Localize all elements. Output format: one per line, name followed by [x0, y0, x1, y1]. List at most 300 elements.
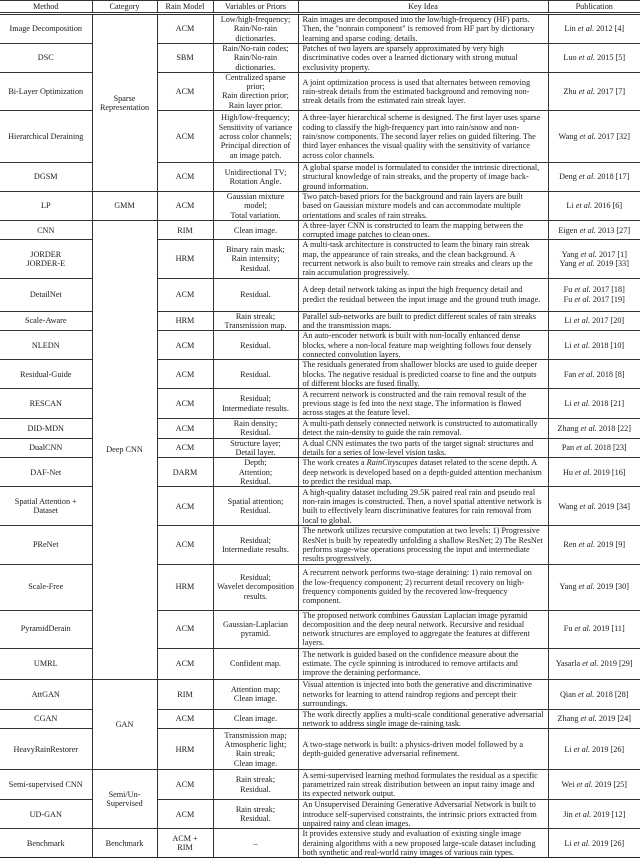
publication-cell: [548, 679, 640, 709]
rain-model-cell: [157, 360, 213, 389]
key-idea-cell: The proposed network combines Gaussian Laplacian image pyramid decomposition and the deep neural network. Recursive and residual network structures are employed to aggregate the features at different layers.: [298, 610, 548, 648]
key-idea-cell: A two-stage network is built: a physics-driven model followed by a depth-guided generative adversarial refinement.: [298, 729, 548, 770]
method-name: Spatial Attention +: [14, 497, 77, 507]
key-idea-cell: The residuals generated from shallower blocks are used to guide deeper blocks. The negative residual is predicted coarse to fine and the outputs of different blocks are fused finally.: [298, 360, 548, 389]
variable-line: Rain density;: [233, 419, 278, 429]
variable-line: Clean image.: [233, 714, 278, 724]
rain-model: RIM: [177, 225, 193, 235]
variables-cell: [213, 648, 298, 679]
publication-cell: [548, 191, 640, 220]
variable-line: Sensitivity of variance: [218, 122, 293, 132]
citation: Hu et al. 2019 [16]: [562, 467, 626, 477]
key-idea-cell: A recurrent network is constructed and the rain removal result of the previous stage is fed into the next stage. The information is flowed across stages at the feature level.: [298, 389, 548, 419]
variable-line: Gaussian-Laplacian: [222, 619, 289, 629]
key-idea-cell: A multi-path densely connected network is constructed to automatically detect the rain-density to guide the rain removal.: [298, 419, 548, 439]
publication-cell: [548, 419, 640, 439]
method-name: UD-GAN: [29, 809, 62, 819]
citation: Zhu et al. 2017 [7]: [563, 86, 626, 96]
method-name: DetailNet: [29, 289, 62, 299]
table-row: [0, 770, 640, 800]
citation: Wang et al. 2017 [32]: [558, 131, 630, 141]
variable-line: Unidirectional TV;: [224, 167, 287, 177]
variable-line: Residual.: [240, 476, 271, 486]
citation: Luo et al. 2015 [5]: [563, 53, 626, 63]
variable-line: Residual;: [240, 394, 271, 404]
variable-line: Residual;: [240, 535, 271, 545]
method-cell: [0, 111, 92, 163]
variable-line: Rain streak;: [235, 775, 276, 785]
key-idea-cell: The work creates a RainCityscapes dataset related to the scene depth. A deep network is developed based on a depth-guided attention mechanism to predict the residual map.: [298, 458, 548, 487]
key-idea-cell: Rain images are decomposed into the low/high-frequency (HF) parts. Then, the "nonrain component" is removed from HF part by dictionary learning and sparse coding. details.: [298, 14, 548, 44]
variable-line: Residual.: [240, 784, 271, 794]
variable-line: Gaussian mixture model;: [226, 191, 285, 211]
rain-model-cell: [157, 220, 213, 240]
variables-cell: [213, 43, 298, 72]
citation: Qian et al. 2018 [28]: [560, 689, 629, 699]
method-cell: [0, 829, 92, 858]
key-idea-cell: An Unsupervised Deraining Generative Adversarial Network is built to introduce self-supervised constraints, the intrinsic priors extracted from unpaired rainy and clean images.: [298, 800, 548, 829]
rain-model: ACM: [175, 714, 195, 724]
method-cell: [0, 419, 92, 439]
key-idea-cell: A semi-supervised learning method formulates the residual as a specific parametrized rain streak distribution between an input rainy image and its expected network output.: [298, 770, 548, 800]
variable-line: Low/high-frequency;: [220, 15, 291, 24]
rain-model: HRM: [175, 316, 195, 326]
variable-line: Depth;: [244, 458, 267, 468]
method-cell: [0, 458, 92, 487]
header-row: [0, 1, 640, 14]
category-cell: [92, 770, 157, 829]
table-row: [0, 220, 640, 240]
variable-line: Residual.: [240, 289, 271, 299]
rain-model: RIM: [177, 843, 193, 853]
citation: Lin et al. 2012 [4]: [564, 24, 625, 34]
method-cell: [0, 610, 92, 648]
variable-line: results.: [243, 591, 268, 601]
method-name: Residual-Guide: [20, 369, 72, 379]
category-cell: [92, 14, 157, 192]
rain-model: ACM: [175, 398, 195, 408]
method-cell: [0, 679, 92, 709]
variables-cell: [213, 800, 298, 829]
variable-line: Transmission map;: [224, 730, 287, 740]
rain-model: ACM: [175, 624, 195, 634]
variables-cell: [213, 829, 298, 858]
citation: Zhang et al. 2018 [22]: [557, 423, 631, 433]
method-name: Benchmark: [26, 838, 65, 848]
rain-model-cell: [157, 163, 213, 192]
citation: Fan et al. 2018 [8]: [563, 369, 625, 379]
category-label: Sparse: [113, 93, 136, 103]
category-label: Representation: [99, 102, 150, 112]
citation: Zhang et al. 2019 [24]: [557, 714, 631, 724]
method-cell: [0, 311, 92, 331]
category-cell: [92, 220, 157, 679]
method-cell: [0, 438, 92, 458]
method-name: CNN: [37, 225, 55, 235]
variable-line: Clean image.: [233, 225, 278, 235]
method-cell: [0, 648, 92, 679]
header-method: Method: [0, 1, 92, 14]
variables-cell: [213, 72, 298, 110]
variable-line: Confident map.: [230, 659, 281, 669]
key-idea-cell: A high-quality dataset including 29.5K paired real rain and pseudo real non-rain images is constructed. Then, a novel spatial attentive network is built to effectively learn discriminative features for rain removal from local to global.: [298, 487, 548, 526]
method-name: PyramidDerain: [20, 624, 71, 634]
method-name: DID-MDN: [27, 423, 64, 433]
variables-cell: [213, 278, 298, 311]
key-idea-cell: A deep detail network taking as input the high frequency detail and predict the residual between the input image and the ground truth image.: [298, 278, 548, 311]
variables-cell: [213, 389, 298, 419]
publication-cell: [548, 331, 640, 360]
publication-cell: [548, 111, 640, 163]
citation: Yang et al. 2019 [30]: [559, 582, 629, 592]
category-label: Semi/Un-: [108, 789, 141, 799]
publication-cell: [548, 709, 640, 729]
citation: Eigen et al. 2013 [27]: [558, 225, 631, 235]
method-name: DGSM: [33, 172, 58, 182]
header-rain-model: Rain Model: [157, 1, 213, 14]
variables-cell: [213, 729, 298, 770]
method-cell: [0, 526, 92, 564]
method-name: NLEDN: [31, 340, 60, 350]
method-cell: [0, 191, 92, 220]
category-label: Deep CNN: [106, 445, 143, 455]
category-cell: [92, 191, 157, 220]
variable-line: Clean image.: [233, 758, 278, 768]
key-idea-cell: A recurrent network performs two-stage deraining: 1) rain removal on the low-frequency component; 2) recurrent detail recovery on high-frequency components guided by the recovered low-frequency component.: [298, 564, 548, 610]
variables-cell: [213, 526, 298, 564]
rain-model-cell: [157, 770, 213, 800]
method-name: HeavyRainRestorer: [13, 744, 79, 754]
rain-model: ACM: [175, 809, 195, 819]
variable-line: Residual.: [240, 814, 271, 824]
rain-model-cell: [157, 648, 213, 679]
method-name: LP: [40, 201, 51, 211]
method-cell: [0, 360, 92, 389]
publication-cell: [548, 389, 640, 419]
variable-line: Transmission map.: [224, 320, 287, 330]
variable-line: Rain/No-rain dictionaries.: [233, 53, 278, 72]
rain-model: ACM: [175, 423, 195, 433]
key-idea-cell: The network is guided based on the confidence measure about the estimate. The cycle spinning is introduced to remove artifacts and improve the deraining performance.: [298, 648, 548, 679]
method-name: DualCNN: [29, 443, 63, 453]
method-cell: [0, 240, 92, 278]
rain-model: ACM: [175, 340, 195, 350]
rain-model: ACM: [175, 369, 195, 379]
category-label: GMM: [114, 201, 135, 211]
publication-cell: [548, 487, 640, 526]
method-cell: [0, 43, 92, 72]
method-cell: [0, 487, 92, 526]
method-name: CGAN: [34, 714, 58, 724]
citation: Li et al. 2018 [21]: [564, 398, 625, 408]
citation: Yasarla et al. 2019 [29]: [555, 659, 633, 669]
key-idea-cell: A dual CNN estimates the two parts of the target signal: structures and details for a series of low-level vision tasks.: [298, 438, 548, 458]
rain-model-cell: [157, 438, 213, 458]
variable-line: Total variation.: [230, 210, 281, 220]
publication-cell: [548, 800, 640, 829]
publication-cell: [548, 648, 640, 679]
method-name: UMRL: [33, 659, 58, 669]
rain-model: HRM: [175, 254, 195, 264]
rain-model: ACM: [175, 780, 195, 790]
key-idea-cell: A global sparse model is formulated to consider the intrinsic directional, structural knowledge of rain streaks, and the property of image back-ground information.: [298, 163, 548, 192]
citation: Wang et al. 2019 [34]: [558, 501, 630, 511]
variables-cell: [213, 610, 298, 648]
variables-cell: [213, 679, 298, 709]
rain-model-cell: [157, 829, 213, 858]
variable-line: Rotation Angle.: [229, 177, 282, 187]
citation: Ren et al. 2019 [9]: [563, 540, 626, 550]
category-label: GAN: [115, 719, 134, 729]
variable-line: Residual.: [240, 428, 271, 438]
variables-cell: [213, 419, 298, 439]
table-row: [0, 829, 640, 858]
variables-cell: [213, 360, 298, 389]
variable-line: Rain/No-rain codes;: [222, 43, 289, 53]
rain-model: ACM: [175, 501, 195, 511]
rain-model-cell: [157, 331, 213, 360]
variable-line: Rain/No-rain dictionaries.: [233, 24, 278, 43]
rain-model-cell: [157, 43, 213, 72]
variables-cell: [213, 14, 298, 44]
key-idea-cell: A three-layer CNN is constructed to learn the mapping between the corrupted image patches to clean ones.: [298, 220, 548, 240]
variables-cell: [213, 458, 298, 487]
key-idea-cell: An auto-encoder network is built with non-locally enhanced dense blocks, where a non-local feature map weighting follows four densely connected convolution layers.: [298, 331, 548, 360]
variable-line: Clean image.: [233, 694, 278, 704]
key-idea-cell: Visual attention is injected into both the generative and discriminative networks for learning to attend raindrop regions and percept their surroundings.: [298, 679, 548, 709]
method-name: Semi-supervised CNN: [8, 780, 83, 790]
key-idea-cell: A multi-task architecture is constructed to learn the binary rain streak map, the appearance of rain streaks, and the clean background. A recurrent network is also built to remove rain streaks and clears up the rain accumulation progressively.: [298, 240, 548, 278]
rain-model-cell: [157, 240, 213, 278]
variables-cell: [213, 111, 298, 163]
publication-cell: [548, 240, 640, 278]
table-row: [0, 14, 640, 44]
rain-model: HRM: [175, 744, 195, 754]
rain-model-cell: [157, 419, 213, 439]
table-body: [0, 14, 640, 858]
method-name: JORDER-E: [26, 259, 66, 269]
key-idea-cell: The network utilizes recursive computation at two levels: 1) Progressive ResNet is built by repeatedly unfolding a shallow ResNet; 2) The ResNet performs stage-wise operations processing the input and intermediate results progressively.: [298, 526, 548, 564]
category-label: Supervised: [106, 799, 143, 809]
publication-cell: [548, 278, 640, 311]
variables-cell: [213, 564, 298, 610]
citation: Li et al. 2016 [6]: [566, 201, 623, 211]
publication-cell: [548, 163, 640, 192]
rain-model: ACM: [175, 659, 195, 669]
method-cell: [0, 389, 92, 419]
variable-line: Rain intensity;: [231, 254, 280, 264]
header-category: Category: [92, 1, 157, 14]
rain-model: SBM: [176, 53, 194, 63]
header-key-idea: Key Idea: [298, 1, 548, 14]
rain-model: RIM: [177, 689, 193, 699]
method-name: Image Decomposition: [9, 24, 83, 34]
method-name: Dataset: [33, 506, 59, 516]
citation: Fu et al. 2019 [11]: [563, 624, 625, 634]
rain-model: DARM: [172, 467, 198, 477]
method-name: AttGAN: [31, 689, 60, 699]
variable-line: Rain layer prior.: [228, 100, 283, 110]
variable-line: Attention map;: [230, 684, 281, 694]
rain-model-cell: [157, 111, 213, 163]
variable-line: Principal direction of: [220, 141, 291, 151]
rain-model: ACM: [175, 131, 195, 141]
variables-cell: [213, 220, 298, 240]
publication-cell: [548, 14, 640, 44]
category-label: Benchmark: [105, 838, 144, 848]
method-cell: [0, 770, 92, 800]
citation: Jin et al. 2019 [12]: [563, 809, 626, 819]
rain-model-cell: [157, 311, 213, 331]
method-cell: [0, 564, 92, 610]
variable-line: High/low-frequency;: [221, 113, 290, 123]
variable-line: Detail layer.: [235, 448, 276, 458]
rain-model-cell: [157, 679, 213, 709]
method-cell: [0, 72, 92, 110]
key-idea-cell: A three-layer hierarchical scheme is designed. The first layer uses sparse coding to classify the high-frequency part into rain/snow and non-rain/snow components. The second layer relies on guided filtering. The third layer enhances the visual quality with the sensitivity of variance across color channels.: [298, 111, 548, 163]
publication-cell: [548, 438, 640, 458]
rain-model: ACM: [175, 540, 195, 550]
variable-line: Rain streak;: [235, 311, 276, 321]
variable-line: Attention;: [238, 467, 273, 477]
rain-model-cell: [157, 729, 213, 770]
publication-cell: [548, 729, 640, 770]
citation: Yang et al. 2017 [1]: [561, 249, 627, 259]
rain-model-cell: [157, 72, 213, 110]
variables-cell: [213, 163, 298, 192]
method-cell: [0, 163, 92, 192]
method-cell: [0, 800, 92, 829]
rain-model-cell: [157, 389, 213, 419]
method-cell: [0, 331, 92, 360]
variable-line: Structure layer;: [230, 438, 281, 448]
rain-model-cell: [157, 709, 213, 729]
variable-line: –: [253, 838, 258, 848]
rain-model-cell: [157, 487, 213, 526]
header-variables: Variables or Priors: [213, 1, 298, 14]
variable-line: Wavelet decomposition: [217, 582, 294, 592]
publication-cell: [548, 43, 640, 72]
rain-model-cell: [157, 191, 213, 220]
citation: Fu et al. 2017 [18]: [563, 285, 625, 295]
rain-model: ACM +: [172, 833, 198, 843]
variables-cell: [213, 487, 298, 526]
variable-line: Residual;: [240, 573, 271, 583]
publication-cell: [548, 610, 640, 648]
key-idea-cell: It provides extensive study and evaluation of existing single image deraining algorithms with a new proposed large-scale dataset including both synthetic and real-world rainy images of various rain types.: [298, 829, 548, 858]
rain-model: ACM: [175, 86, 195, 96]
citation: Pan et al. 2018 [23]: [561, 443, 627, 453]
variables-cell: [213, 240, 298, 278]
method-name: JORDER: [30, 249, 62, 259]
rain-model: HRM: [175, 582, 195, 592]
key-idea-cell: The work directly applies a multi-scale conditional generative adversarial network to address single image de-raining task.: [298, 709, 548, 729]
variable-line: Residual.: [240, 340, 271, 350]
citation: Yang et al. 2019 [33]: [559, 259, 629, 269]
citation: Li et al. 2018 [10]: [564, 340, 625, 350]
rain-model-cell: [157, 14, 213, 44]
method-name: RESCAN: [29, 398, 62, 408]
method-name: DSC: [37, 53, 54, 63]
publication-cell: [548, 311, 640, 331]
table-row: [0, 191, 640, 220]
variables-cell: [213, 770, 298, 800]
method-name: Hierarchical Deraining: [8, 131, 84, 141]
variables-cell: [213, 191, 298, 220]
rain-model-cell: [157, 564, 213, 610]
variable-line: across color channels;: [219, 131, 292, 141]
rain-model-cell: [157, 800, 213, 829]
variable-line: Binary rain mask;: [226, 245, 285, 255]
publication-cell: [548, 829, 640, 858]
variable-line: Rain direction prior;: [222, 91, 289, 101]
method-name: Bi-Layer Optimization: [8, 86, 84, 96]
variable-line: an image patch.: [229, 150, 282, 160]
variable-line: Intermediate results.: [222, 544, 289, 554]
citation: Li et al. 2017 [20]: [564, 316, 625, 326]
method-name: DAF-Net: [30, 467, 62, 477]
rain-model: ACM: [175, 24, 195, 34]
publication-cell: [548, 72, 640, 110]
method-cell: [0, 220, 92, 240]
variable-line: pyramid.: [240, 629, 271, 639]
rain-model: ACM: [175, 172, 195, 182]
variable-line: Rain streak;: [235, 749, 276, 759]
variables-cell: [213, 438, 298, 458]
variable-line: Residual.: [240, 506, 271, 516]
method-cell: [0, 14, 92, 44]
citation: Fu et al. 2017 [19]: [563, 294, 625, 304]
rain-model: ACM: [175, 443, 195, 453]
publication-cell: [548, 564, 640, 610]
category-cell: [92, 829, 157, 858]
rain-model-cell: [157, 610, 213, 648]
rain-model-cell: [157, 526, 213, 564]
rain-model-cell: [157, 278, 213, 311]
key-idea-cell: A joint optimization process is used that alternates between removing rain-streak details from the estimated background and removing non-streak details from the estimated rain streak layer.: [298, 72, 548, 110]
method-cell: [0, 709, 92, 729]
header-publication: Publication: [548, 1, 640, 14]
method-name: PReNet: [33, 540, 59, 550]
method-cell: [0, 729, 92, 770]
publication-cell: [548, 220, 640, 240]
table-row: [0, 679, 640, 709]
publication-cell: [548, 458, 640, 487]
variables-cell: [213, 311, 298, 331]
publication-cell: [548, 526, 640, 564]
variable-line: Spatial attention;: [227, 497, 284, 507]
category-cell: [92, 679, 157, 770]
method-cell: [0, 278, 92, 311]
method-name: Scale-Free: [28, 582, 64, 592]
key-idea-cell: Patches of two layers are sparsely approximated by very high discriminative codes over a learned dictionary with strong mutual exclusivity property.: [298, 43, 548, 72]
rain-model-cell: [157, 458, 213, 487]
key-idea-cell: Parallel sub-networks are built to predict different scales of rain streaks and the transmission maps.: [298, 311, 548, 331]
variable-line: Intermediate results.: [222, 403, 289, 413]
variables-cell: [213, 709, 298, 729]
variable-line: Centralized sparse prior;: [225, 72, 286, 92]
rain-model: ACM: [175, 289, 195, 299]
variable-line: Residual.: [240, 369, 271, 379]
variable-line: Residual.: [240, 263, 271, 273]
variable-line: Rain streak;: [235, 804, 276, 814]
citation: Li et al. 2019 [26]: [564, 838, 625, 848]
citation: Li et al. 2019 [26]: [564, 744, 625, 754]
variable-line: Atmospheric light;: [224, 739, 287, 749]
variables-cell: [213, 331, 298, 360]
method-name: Scale-Aware: [24, 316, 67, 326]
citation: Wei et al. 2019 [25]: [561, 780, 627, 790]
